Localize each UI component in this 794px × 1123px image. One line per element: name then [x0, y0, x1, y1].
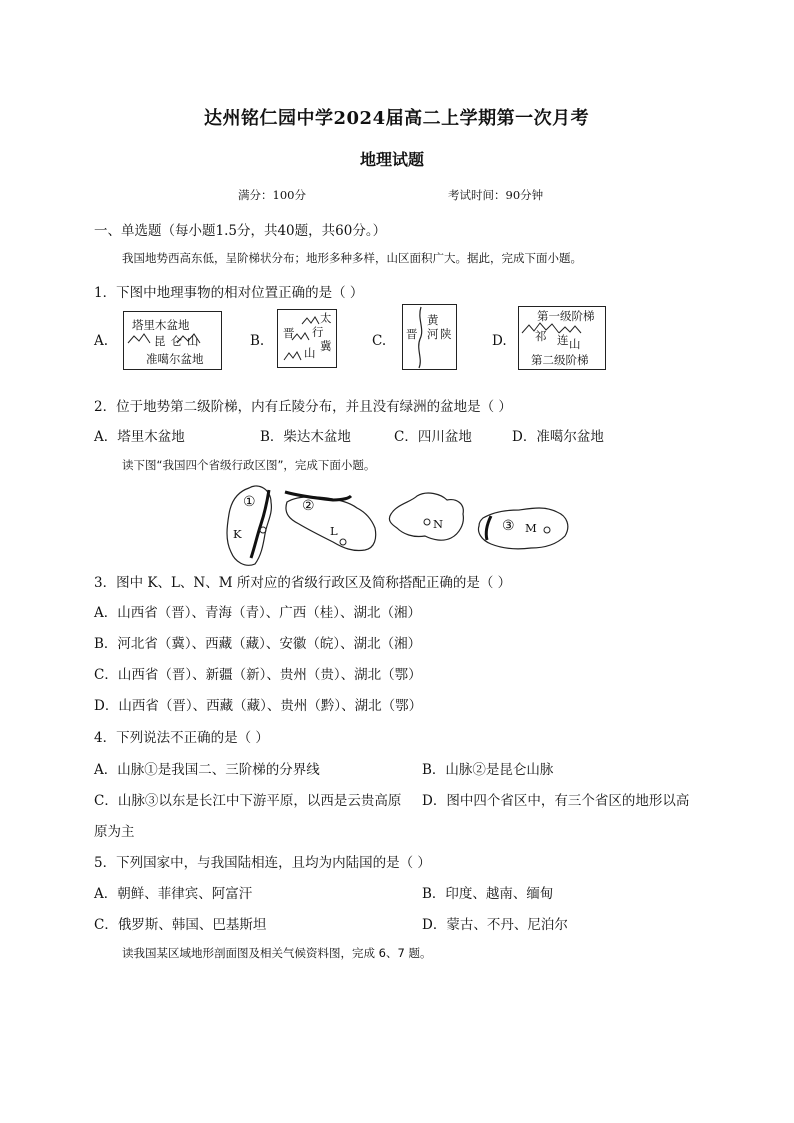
- q1-option-d-letter[interactable]: D.: [492, 333, 507, 349]
- province-l-label: L: [330, 524, 338, 538]
- question-3-stem: 3．图中 K、L、N、M 所对应的省级行政区及简称搭配正确的是（ ）: [94, 575, 512, 591]
- question-5-stem: 5．下列国家中，与我国陆相连，且均为内陆国的是（ ）: [94, 855, 431, 871]
- q1-option-b-figure[interactable]: [277, 309, 337, 368]
- label-junggar-basin: 准噶尔盆地: [146, 352, 204, 366]
- q1-option-d-figure[interactable]: [518, 306, 606, 370]
- label-tai: 太: [320, 311, 332, 325]
- q1-option-b-letter[interactable]: B.: [250, 333, 265, 349]
- province-k-label: K: [233, 527, 242, 541]
- city-marker-l: [340, 539, 346, 545]
- province-n-outline: [389, 493, 463, 540]
- exam-title: 达州铭仁园中学2024届高二上学期第一次月考: [204, 108, 590, 129]
- mountain-3-line: [486, 516, 491, 540]
- mountain-1-label: ①: [243, 494, 256, 510]
- label-ji: 冀: [320, 339, 332, 353]
- label-qi: 祁: [535, 329, 547, 343]
- mountain-3-label: ③: [502, 518, 515, 534]
- section-heading: 一、单选题（每小题1.5分，共40题，共60分。）: [94, 223, 387, 239]
- q1-option-a-letter[interactable]: A.: [94, 333, 109, 349]
- province-n-label: N: [433, 517, 444, 531]
- q2-option-b[interactable]: B．柴达木盆地: [260, 429, 351, 445]
- q5-option-d[interactable]: D．蒙古、不丹、尼泊尔: [422, 917, 568, 933]
- province-m-outline: [479, 508, 568, 549]
- label-kunlun-mountains: 昆仑山: [154, 334, 204, 348]
- label-tarim-basin: 塔里木盆地: [132, 318, 190, 332]
- q1-option-c-letter[interactable]: C.: [372, 333, 387, 349]
- label-second-step: 第二级阶梯: [531, 353, 589, 367]
- q5-option-a[interactable]: A．朝鲜、菲律宾、阿富汗: [94, 886, 253, 902]
- q4-option-a[interactable]: A．山脉①是我国二、三阶梯的分界线: [94, 762, 320, 778]
- city-marker-m: [544, 527, 550, 533]
- q4-option-d-continued: 原为主: [94, 824, 135, 840]
- q3-option-b[interactable]: B．河北省（冀）、西藏（藏）、安徽（皖）、湖北（湘）: [94, 636, 422, 652]
- question-1-stem: 1．下图中地理事物的相对位置正确的是（ ）: [94, 285, 364, 301]
- closing-intro: 读我国某区域地形剖面图及相关气候资料图，完成 6、7 题。: [122, 946, 432, 960]
- label-shan: 山: [304, 346, 316, 360]
- city-marker-n: [424, 519, 430, 525]
- province-map-figure: [215, 478, 575, 570]
- question-2-stem: 2．位于地势第二级阶梯，内有丘陵分布，并且没有绿洲的盆地是（ ）: [94, 399, 512, 415]
- province-m-label: M: [525, 521, 537, 535]
- label-lian: 连: [557, 333, 569, 347]
- section-intro: 我国地势西高东低，呈阶梯状分布；地形多种多样，山区面积广大。据此，完成下面小题。: [122, 251, 582, 265]
- label-he: 河: [427, 327, 439, 341]
- exam-time: 考试时间：90分钟: [448, 188, 544, 202]
- question-4-stem: 4．下列说法不正确的是（ ）: [94, 730, 269, 746]
- q4-option-d[interactable]: D．图中四个省区中，有三个省区的地形以高: [422, 793, 690, 809]
- label-hang: 行: [312, 325, 324, 339]
- mountain-2-label: ②: [302, 498, 315, 514]
- q4-option-b[interactable]: B．山脉②是昆仑山脉: [422, 762, 554, 778]
- label-shan: 山: [569, 337, 581, 351]
- map-intro: 读下图“我国四个省级行政区图”，完成下面小题。: [122, 458, 376, 472]
- q3-option-a[interactable]: A．山西省（晋）、青海（青）、广西（桂）、湖北（湘）: [94, 605, 421, 621]
- q1-option-c-figure[interactable]: [402, 304, 457, 370]
- label-shaan: 陕: [440, 327, 452, 341]
- city-marker-k: [260, 527, 266, 533]
- q2-option-a[interactable]: A．塔里木盆地: [94, 429, 185, 445]
- q2-option-c[interactable]: C．四川盆地: [394, 429, 472, 445]
- label-first-step: 第一级阶梯: [537, 309, 595, 323]
- q2-option-d[interactable]: D．准噶尔盆地: [512, 429, 604, 445]
- label-jin: 晋: [283, 326, 295, 340]
- q5-option-b[interactable]: B．印度、越南、缅甸: [422, 886, 554, 902]
- full-score: 满分：100分: [238, 188, 306, 202]
- exam-subtitle: 地理试题: [360, 150, 425, 169]
- q1-option-a-figure[interactable]: [123, 311, 222, 370]
- q3-option-d[interactable]: D．山西省（晋）、西藏（藏）、贵州（黔）、湖北（鄂）: [94, 698, 423, 714]
- label-huang: 黄: [427, 313, 439, 327]
- label-jin: 晋: [406, 327, 418, 341]
- q5-option-c[interactable]: C．俄罗斯、韩国、巴基斯坦: [94, 917, 267, 933]
- q4-option-c[interactable]: C．山脉③以东是长江中下游平原，以西是云贵高原: [94, 793, 402, 809]
- q3-option-c[interactable]: C．山西省（晋）、新疆（新）、贵州（贵）、湖北（鄂）: [94, 667, 422, 683]
